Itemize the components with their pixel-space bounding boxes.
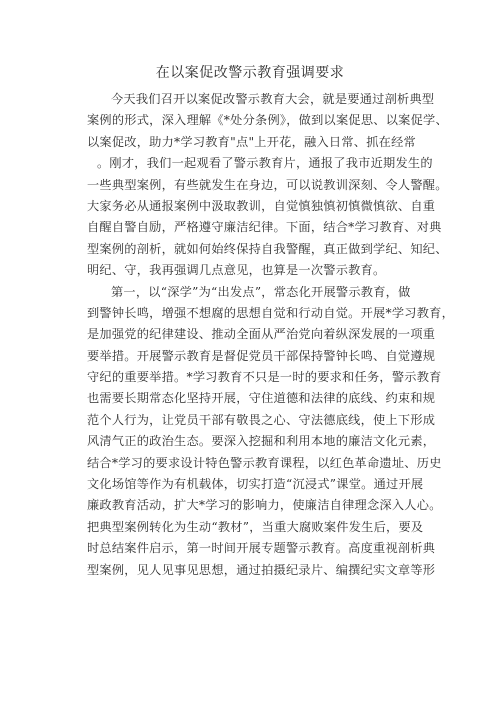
document-body	[87, 89, 455, 581]
body-line: 廉政教育活动，扩大*学习的影响力，使廉洁自律理念深入人心。	[87, 498, 442, 513]
document-title: 在以案促改警示教育强调要求	[155, 65, 345, 81]
body-line: 。刚才，我们一起观看了警示教育片，通报了我市近期发生的	[97, 156, 433, 171]
body-line: 第一，以“深学”为“出发点”，常态化开展警示教育，做	[111, 284, 411, 299]
body-line: 型案例，见人见事见思想，通过拍摄纪录片、编撰纪实文章等形	[87, 562, 436, 577]
body-line: 要举措。开展警示教育是督促党员干部保持警钟长鸣、自觉遵规	[87, 348, 436, 363]
body-line: 今天我们召开以案促改警示教育大会，就是要通过剖析典型	[111, 92, 435, 106]
body-line: 到警钟长鸣，增强不想腐的思想自觉和行动自觉。开展*学习教育，	[87, 305, 455, 320]
body-line: 型案例的剖析，就如何始终保持自我警醒，真正做到学纪、知纪、	[87, 241, 448, 256]
body-line: 明纪、守，我再强调几点意见，也算是一次警示教育。	[87, 263, 386, 278]
body-line: 是加强党的纪律建设、推动全面从严治党向着纵深发展的一项重	[87, 327, 436, 342]
body-line: 自醒自警自励，严格遵守廉洁纪律。下面，结合*学习教育、对典	[87, 220, 442, 235]
body-line: 以案促改，助力*学习教育"点"上开花，融入日常、抓在经常	[87, 134, 416, 149]
body-line: 范个人行为，让党员干部有敬畏之心、守法德底线，使上下形成	[87, 412, 436, 427]
body-line: 时总结案件启示，第一时间开展专题警示教育。高度重视剖析典	[87, 541, 436, 556]
body-line: 也需要长期常态化坚持开展，守住道德和法律的底线、约束和规	[87, 391, 436, 406]
body-line: 风清气正的政治生态。要深入挖掘和利用本地的廉洁文化元素，	[87, 434, 436, 449]
body-line: 大家务必从通报案例中汲取教训，自觉慎独慎初慎微慎欲、自重	[87, 198, 436, 213]
body-line: 文化场馆等作为有机载体，切实打造“沉浸式”课堂。通过开展	[87, 477, 424, 492]
body-line: 把典型案例转化为生动“教材”，当重大腐败案件发生后，要及	[87, 519, 424, 534]
body-line: 案例的形式，深入理解《*处分条例》，做到以案促思、以案促学、	[87, 113, 448, 128]
body-line: 守纪的重要举措。*学习教育不只是一时的要求和任务，警示教育	[87, 370, 442, 385]
body-line: 一些典型案例，有些就发生在身边，可以说教训深刻、令人警醒。	[87, 177, 448, 192]
body-line: 结合*学习的要求设计特色警示教育课程，以红色革命遗址、历史	[87, 455, 442, 470]
